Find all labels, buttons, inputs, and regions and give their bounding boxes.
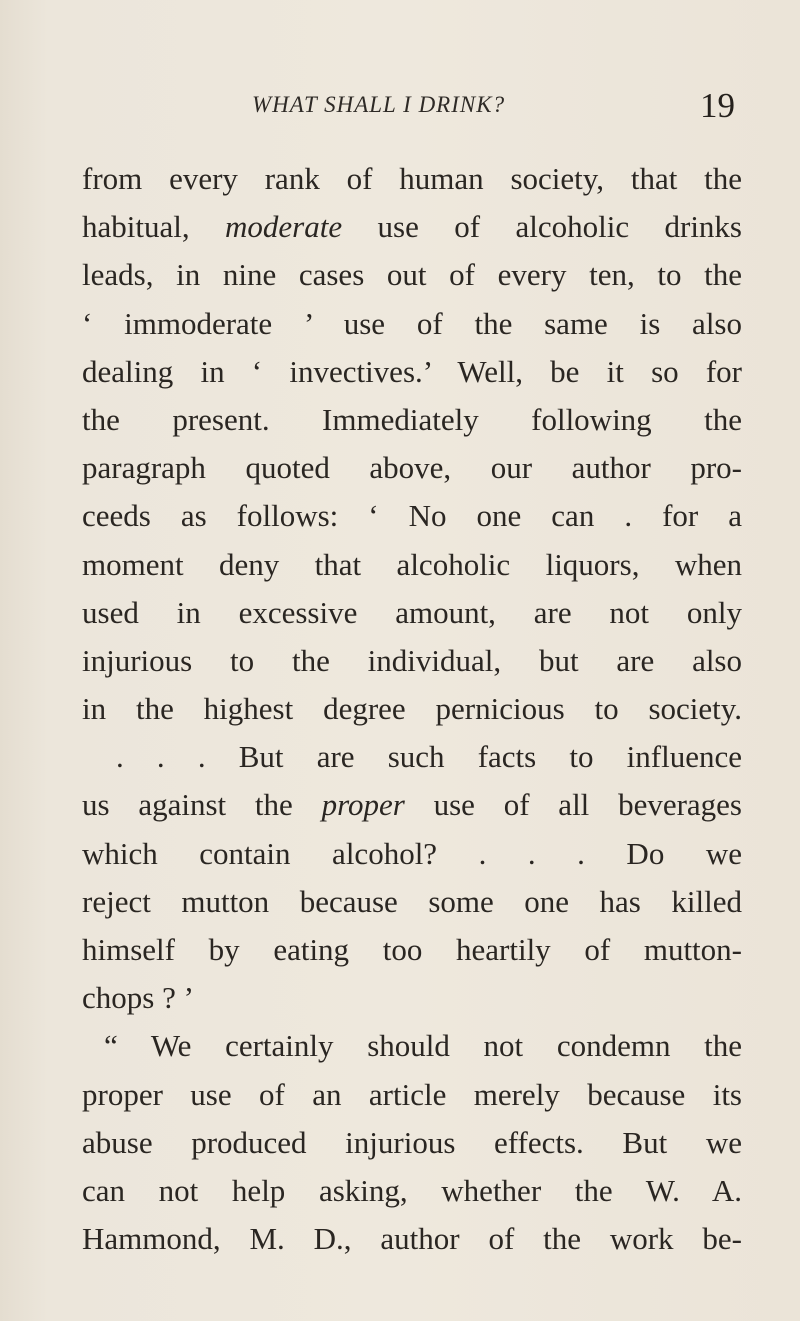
text-run: ceeds as follows: ‘ No one can . for a [82, 498, 742, 534]
text-run: use of alcoholic drinks [342, 209, 742, 245]
text-line [82, 396, 742, 444]
text-line [82, 1022, 742, 1070]
text-run: paragraph quoted above, our author pro- [82, 450, 742, 486]
text-line [82, 781, 742, 829]
running-title: WHAT SHALL I DRINK? [252, 92, 506, 117]
running-header [0, 86, 800, 126]
text-line [82, 878, 742, 926]
text-line [82, 155, 742, 203]
text-run: . . . But are such facts to influence [116, 739, 742, 775]
text-run: dealing in ‘ invectives.’ Well, be it so for [82, 353, 742, 389]
text-line [82, 251, 742, 299]
text-line [82, 589, 742, 637]
text-line [82, 830, 742, 878]
body-text [82, 155, 742, 1263]
text-run: leads, in nine cases out of every ten, to the [82, 257, 742, 293]
text-run: himself by eating too heartily of mutton- [82, 932, 742, 967]
text-line [82, 1167, 742, 1215]
text-line [82, 300, 742, 348]
text-run: injurious to the individual, but are also [82, 642, 742, 678]
text-line [82, 637, 742, 685]
text-run: abuse produced injurious effects. But we [82, 1124, 742, 1160]
text-line [82, 541, 742, 589]
text-line [82, 348, 742, 396]
text-run: the present. Immediately following the [82, 401, 742, 437]
text-run: habitual, [82, 209, 226, 245]
text-run: Hammond, M. D., author of the work be- [82, 1221, 742, 1257]
text-line [82, 203, 742, 251]
text-run: from every rank of human society, that the [82, 161, 742, 196]
text-run: proper use of an article merely because its [82, 1076, 742, 1112]
text-line [82, 733, 742, 781]
text-line [82, 1071, 742, 1119]
text-run: use of all beverages [404, 787, 742, 823]
text-line [82, 974, 742, 1022]
italic-text-run: moderate [225, 209, 343, 245]
text-line [82, 685, 742, 733]
text-line [82, 492, 742, 540]
italic-text-run: proper [321, 787, 405, 823]
text-run: ‘ immoderate ’ use of the same is also [82, 305, 742, 341]
text-run: chops ? ’ [82, 980, 194, 1016]
text-run: moment deny that alcoholic liquors, when [82, 546, 742, 582]
text-line [82, 1119, 742, 1167]
text-run: which contain alcohol? . . . Do we [82, 835, 742, 871]
text-run: in the highest degree pernicious to society. [82, 691, 742, 727]
text-run: used in excessive amount, are not only [82, 594, 742, 630]
text-line [82, 444, 742, 492]
page-number: 19 [700, 86, 735, 125]
text-line [82, 926, 742, 974]
text-run: reject mutton because some one has killed [82, 883, 742, 919]
text-line [82, 1215, 742, 1263]
text-run: us against the [82, 787, 322, 823]
text-run: can not help asking, whether the W. A. [82, 1172, 742, 1208]
text-run: “ We certainly should not condemn the [104, 1028, 742, 1064]
